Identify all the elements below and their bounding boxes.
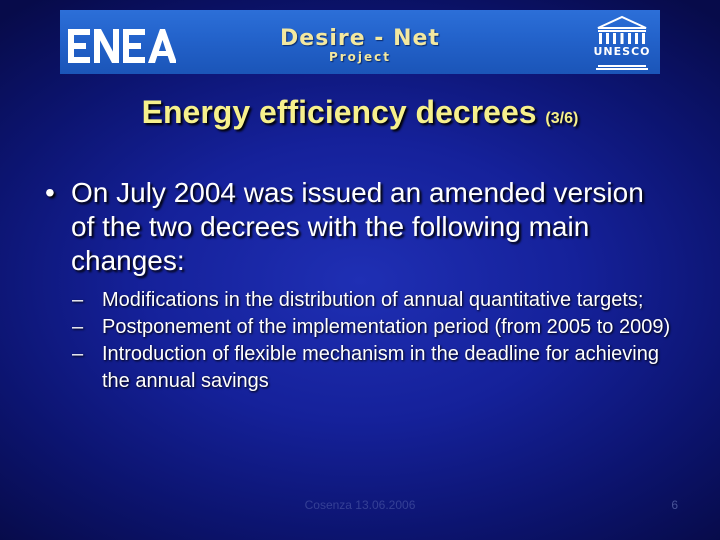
sub-bullet-list [72,287,672,395]
sub-bullet-text: Postponement of the implementation period (from 2005 to 2009) [102,316,671,338]
sub-bullet-marker: – [72,316,84,338]
header-banner [60,10,660,74]
sub-bullet-marker: – [72,289,84,311]
slide-title [0,93,720,138]
unesco-logo-text: UNESCO [593,45,651,58]
sub-bullet-item [72,314,672,341]
slide-title-text: Energy efficiency decrees [141,94,537,130]
sub-bullet-text: Introduction of flexible mechanism in the deadline for achieving the annual savings [102,343,659,392]
project-subtitle: Project [328,50,392,64]
sub-bullet-item [72,341,672,395]
slide-title-counter: (3/6) [545,110,579,127]
page-number: 6 [671,498,678,512]
unesco-temple-icon [592,14,652,70]
sub-bullet-text: Modifications in the distribution of annual quantitative targets; [102,289,644,311]
project-title: Desire - Net [280,26,440,51]
main-bullet-text: On July 2004 was issued an amended version of the two decrees with the following main changes: [71,177,644,276]
footer-date-location: Cosenza 13.06.2006 [304,498,416,512]
sub-bullet-marker: – [72,343,84,365]
sub-bullet-item [72,287,672,314]
bullet-marker: • [45,177,55,208]
main-bullet [45,176,645,278]
